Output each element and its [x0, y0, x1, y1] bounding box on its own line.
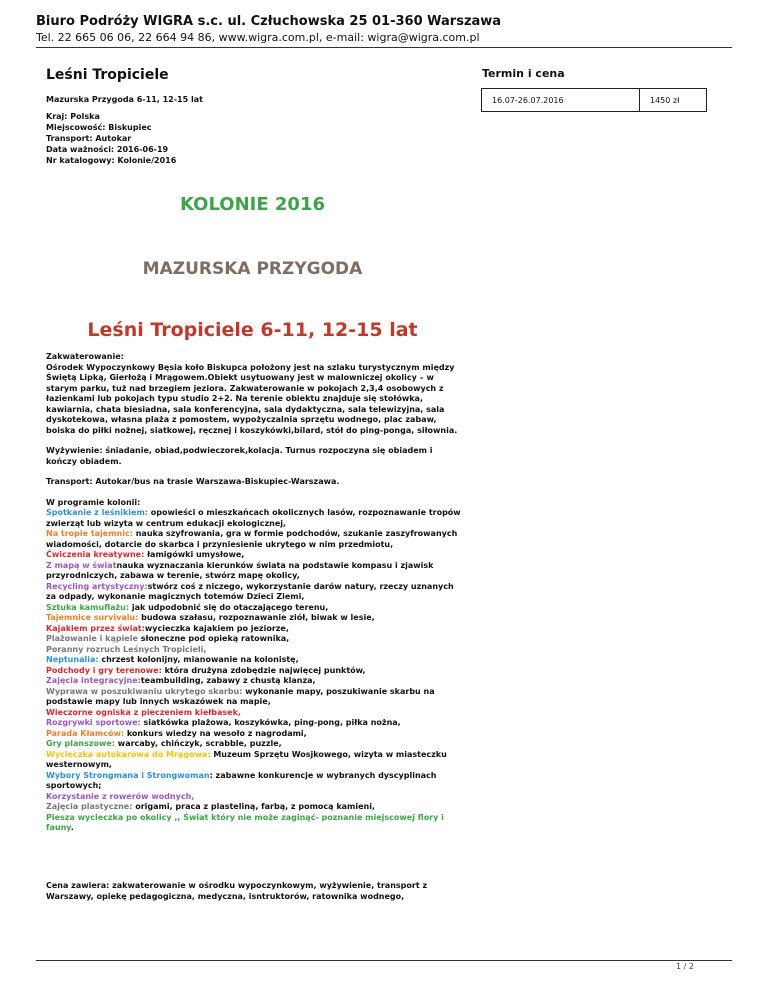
- footer-divider: [36, 960, 732, 961]
- program-item: [46, 634, 462, 645]
- program-item: [46, 708, 462, 719]
- program-item: [46, 750, 462, 771]
- program-item-text: teambuilding, zabawy z chustą klanza,: [140, 676, 316, 685]
- heading-lesni: Leśni Tropiciele 6-11, 12-15 lat: [87, 319, 418, 341]
- offer-title: Leśni Tropiciele: [46, 67, 169, 83]
- heading-mazurska: MAZURSKA PRZYGODA: [142, 259, 363, 279]
- program-item: [46, 624, 462, 635]
- program-item-text: konkurs wiedzy na wesoło z nagrodami,: [124, 728, 307, 738]
- program-item: [46, 655, 462, 666]
- program-item-key: Poranny rozruch Leśnych Tropicieli,: [46, 644, 207, 654]
- program-item: [46, 550, 462, 561]
- program-item-key: Sztuka kamuflażu:: [46, 602, 130, 612]
- program-heading: W programie kolonii:: [46, 497, 141, 507]
- page-number: 1 / 2: [676, 962, 694, 971]
- program-item-key: Neptunalia:: [46, 655, 99, 664]
- program-item: [46, 739, 462, 750]
- program-item: [46, 813, 462, 834]
- term-dates: 16.07-26.07.2016: [482, 89, 640, 112]
- heading-kolonie: KOLONIE 2016: [180, 194, 325, 215]
- program-item: [46, 792, 462, 803]
- program-item-key: Wyprawa w poszukiwaniu ukrytego skarbu:: [46, 686, 243, 696]
- transport-text: Transport: Autokar/bus na trasie Warszawa-Biskupiec-Warszawa.: [46, 477, 340, 486]
- program-item: [46, 687, 462, 708]
- program-item-text: wykonanie mapy, poszukiwanie skarbu na podstawie mapy lub innych wskazówek na mapie,: [46, 686, 435, 706]
- program-item: [46, 802, 462, 813]
- program-item: [46, 561, 462, 582]
- program-item: [46, 603, 462, 614]
- program-item-text: która drużyna zdobędzie najwięcej punktów,: [161, 665, 366, 675]
- price-includes: Cena zawiera: zakwaterowanie w ośrodku wypoczynkowym, wyżywienie, transport z Warszawy, opiekę pedagogiczna, medyczna, isntruktorów, ratownika wodnego,: [46, 881, 428, 901]
- program-item-key: Wieczorne ogniska z pieczeniem kiełbasek,: [46, 707, 241, 717]
- program-item-key: Korzystanie z rowerów wodnych,: [46, 791, 195, 801]
- term-table: [481, 88, 707, 112]
- program-item-key: Rozgrywki sportowe:: [46, 718, 141, 727]
- program-item: [46, 613, 462, 624]
- program-item-key: Zajęcia integracyjne:: [46, 676, 141, 685]
- program-item: [46, 508, 462, 529]
- program-item: [46, 771, 462, 792]
- program-item-key: Tajemnice survivalu:: [46, 613, 139, 622]
- program-item-key: Zajęcia plastyczne:: [46, 802, 133, 811]
- company-name: Biuro Podróży WIGRA s.c. ul. Człuchowska 25 01-360 Warszawa: [36, 14, 502, 29]
- program-item-key: Piesza wycieczka po okolicy ,, Świat który nie może zaginąć- poznanie miejscowej flory i fauny: [46, 812, 444, 832]
- meals-text: Wyżywienie: śniadanie, obiad,podwieczorek,kolacja. Turnus rozpoczyna się obiadem i kończy obiadem.: [46, 446, 433, 466]
- program-item-text: opowieści o mieszkańcach okolicznych lasów, rozpoznawanie tropów zwierząt lub wizyta w centrum edukacji ekologicznej,: [46, 508, 461, 528]
- header-divider: [36, 47, 732, 48]
- term-heading: Termin i cena: [482, 67, 565, 80]
- program-item-text: siatkówka plażowa, koszykówka, ping-pong, piłka nożna,: [140, 718, 401, 727]
- program-item-text: słoneczne pod opieką ratownika,: [137, 634, 290, 643]
- program-item-key: Podchody i gry terenowe:: [46, 665, 162, 675]
- offer-subtitle: Mazurska Przygoda 6-11, 12-15 lat: [46, 95, 203, 104]
- program-item: [46, 676, 462, 687]
- program-item-key: Na tropie tajemnic:: [46, 529, 133, 538]
- meta-country: Kraj: Polska: [46, 112, 100, 121]
- program-item: [46, 645, 462, 656]
- program-item-text: : zabawne konkurencje w wybranych dyscyplinach sportowych;: [46, 770, 437, 790]
- accommodation-label: Zakwaterowanie:: [46, 352, 124, 361]
- program-item-text: warcaby, chińczyk, scrabble, puzzle,: [115, 739, 282, 748]
- program-item: [46, 666, 462, 677]
- program-item-key: Wycieczka autokarowa do Mrągowa:: [46, 749, 211, 759]
- offer-description: [46, 352, 462, 834]
- program-item-key: Z mapą w świat: [46, 560, 117, 570]
- program-item: [46, 729, 462, 740]
- meta-transport: Transport: Autokar: [46, 134, 132, 143]
- accommodation-text: Ośrodek Wypoczynkowy Bęsia koło Biskupca położony jest na szlaku turystycznym między Świętą Lipką, Gierłożą i Mrągowem.Obiekt usytuowany jest w malowniczej okolicy – w starym parku, tuż nad brzegiem jeziora. Zakwaterowanie w pokojach 2,3,4 osobowych z łazienkami lub pokojach typu studio 2+2. Na terenie obiektu znajduje się stołówka, kawiarnia, chata biesiadna, sala konferencyjna, sala dydaktyczna, sala telewizyjna, sala dyskotekowa, własna plaża z pomostem, wypożyczalnia sprzętu wodnego, plac zabaw, boiska do piłki nożnej, siatkowej, ręcznej i koszykówki,bilard, stół do ping-ponga, siłownia.: [46, 362, 458, 435]
- program-item-key: Kajakiem przez świat:: [46, 623, 145, 633]
- program-item-text: wycieczka kajakiem po jeziorze,: [144, 623, 289, 633]
- meta-catalog-number: Nr katalogowy: Kolonie/2016: [46, 156, 177, 165]
- program-item-text: nauka szyfrowania, gra w formie podchodów, szukanie zaszyfrowanych wiadomości, dotarcie do skarbca i przyniesienie ukrytego w nim przedmiotu,: [46, 529, 458, 549]
- program-item-text: budowa szałasu, rozpoznawanie ziół, biwak w lesie,: [138, 613, 375, 622]
- program-item-text: jak udpodobnić się do otaczającego terenu,: [129, 602, 329, 612]
- program-item-text: origami, praca z plasteliną, farbą, z pomocą kamieni,: [132, 802, 376, 811]
- program-item: [46, 582, 462, 603]
- program-item-key: Wybory Strongmana i Strongwoman: [46, 770, 210, 780]
- program-item: [46, 718, 462, 729]
- program-item: [46, 529, 462, 550]
- program-item-text: łamigówki umysłowe,: [144, 550, 245, 559]
- program-item-key: Parada Kłamców:: [46, 728, 125, 738]
- program-item-text: nauka wyznaczania kierunków świata na podstawie kompasu i zjawisk przyrodniczych, zabawa w terenie, stwórz mapę okolicy,: [46, 560, 434, 580]
- program-item-text: .: [70, 823, 74, 832]
- meta-valid-until: Data ważności: 2016-06-19: [46, 145, 169, 154]
- program-list: [46, 508, 462, 834]
- term-price: 1450 zł: [640, 89, 707, 112]
- program-item-key: Recycling artystyczny:: [46, 581, 148, 591]
- program-item-key: Ćwiczenia kreatywne:: [46, 550, 145, 559]
- program-item-text: chrzest kolonijny, mianowanie na kolonistę,: [98, 655, 299, 664]
- term-row: [482, 89, 707, 112]
- program-item-key: Gry planszowe:: [46, 739, 116, 748]
- program-item-text: stwórz coś z niczego, wykorzystanie darów natury, rzeczy uznanych za odpady, wykonanie magicznych totemów Dzieci Ziemi,: [46, 581, 454, 601]
- offer-meta: [46, 111, 176, 166]
- program-item-text: Muzeum Sprzętu Wosjkowego, wizyta w miasteczku westernowym,: [46, 749, 447, 769]
- program-item-key: Spotkanie z leśnikiem:: [46, 508, 149, 517]
- program-item-key: Plażowanie i kąpiele: [46, 634, 138, 643]
- company-contact: Tel. 22 665 06 06, 22 664 94 86, www.wigra.com.pl, e-mail: wigra@wigra.com.pl: [36, 31, 480, 44]
- meta-city: Miejscowość: Biskupiec: [46, 123, 152, 132]
